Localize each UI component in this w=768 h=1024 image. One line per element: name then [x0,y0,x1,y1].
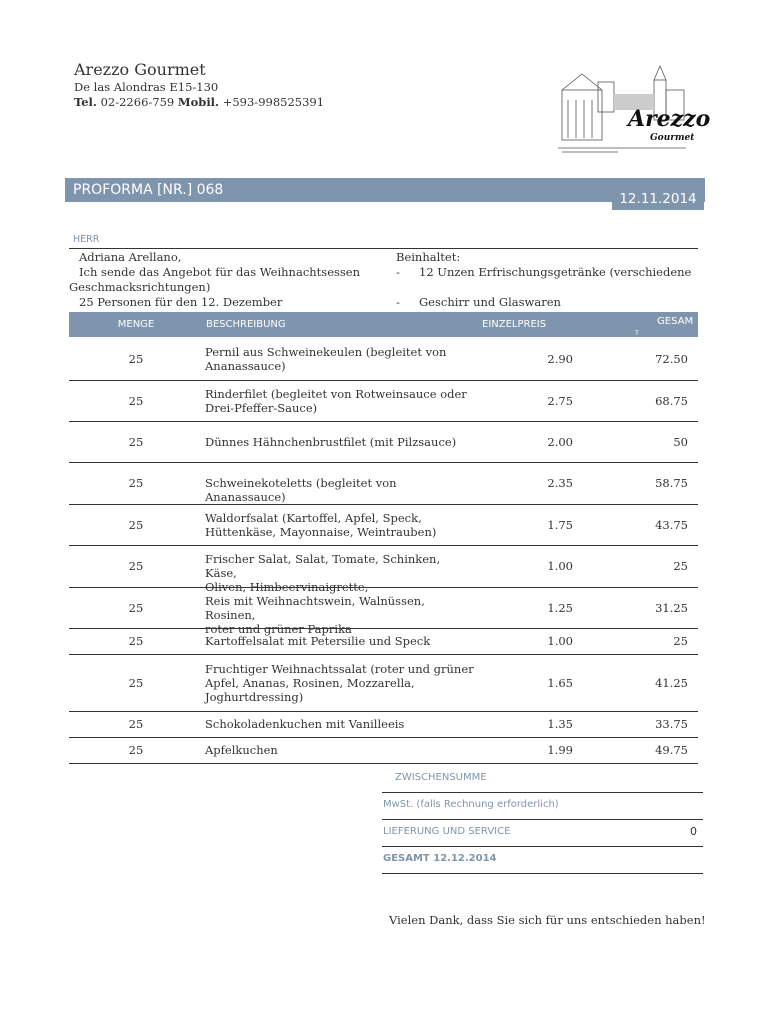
row-description [205,717,475,731]
logo-text: Arezzo [628,106,711,132]
tel-number: 02-2266-759 [100,95,175,109]
thanks-message: Vielen Dank, dass Sie sich für uns entschieden haben! [389,913,706,927]
row-qty: 25 [128,601,144,615]
table-row [69,628,698,655]
row-description-line: Schokoladenkuchen mit Vanilleeis [205,717,405,731]
row-unit-price: 2.75 [547,394,573,408]
row-total: 25 [673,634,688,648]
tel-label: Tel. [74,95,97,109]
row-unit-price: 1.35 [547,717,573,731]
mobil-label: Mobil. [177,95,220,109]
row-description [205,476,475,504]
proforma-title: PROFORMA [NR.] 068 [73,182,224,198]
row-description [205,743,475,757]
divider [69,248,698,249]
row-total: 72.50 [655,352,688,366]
row-description-line: Schweinekoteletts (begleitet von Ananassauce) [205,476,397,504]
total-label: GESAMT 12.12.2014 [383,853,497,864]
company-address: De las Alondras E15-130 [74,80,219,94]
row-unit-price: 2.35 [547,476,573,490]
row-qty: 25 [128,435,144,449]
row-qty: 25 [128,634,144,648]
row-description [205,662,475,704]
row-unit-price: 1.65 [547,676,573,690]
row-description-line: Hüttenkäse, Mayonnaise, Weintrauben) [205,525,437,539]
row-total: 68.75 [655,394,688,408]
client-label: HERR [73,234,100,245]
divider [382,846,703,847]
divider [382,792,703,793]
client-line2: Geschmacksrichtungen) [69,280,211,294]
row-description-line: Apfelkuchen [205,743,278,757]
company-logo [558,60,711,160]
row-description [205,634,475,648]
row-total: 33.75 [655,717,688,731]
table-row [69,504,698,546]
row-qty: 25 [128,717,144,731]
row-description-line: Frischer Salat, Salat, Tomate, Schinken, Käse, [205,552,441,580]
row-description-line: Joghurtdressing) [205,690,304,704]
row-description-line: Pernil aus Schweinekeulen (begleitet von [205,345,447,359]
divider [382,873,703,874]
row-description-line: Apfel, Ananas, Rosinen, Mozzarella, [205,676,415,690]
company-name: Arezzo Gourmet [74,60,206,79]
header-total-marker: T [635,330,639,337]
row-unit-price: 1.75 [547,518,573,532]
row-qty: 25 [128,559,144,573]
subtotal-label: ZWISCHENSUMME [395,772,487,783]
row-description-line: Reis mit Weihnachtswein, Walnüssen, Rosinen, [205,594,425,622]
table-row [69,587,698,636]
row-description-line: Ananassauce) [205,359,286,373]
table-row [69,711,698,738]
vat-label: MwSt. (falls Rechnung erforderlich) [383,799,559,810]
header-desc: BESCHREIBUNG [206,319,286,330]
row-total: 41.25 [655,676,688,690]
row-unit-price: 1.99 [547,743,573,757]
row-description-line: roter und grüner Paprika [205,622,352,636]
row-qty: 25 [128,352,144,366]
row-description-line: Kartoffelsalat mit Petersilie und Speck [205,634,431,648]
delivery-label: LIEFERUNG UND SERVICE [383,826,511,837]
row-description [205,345,475,373]
row-total: 43.75 [655,518,688,532]
includes-dash: - [396,295,400,309]
table-row [69,654,698,712]
row-unit-price: 1.25 [547,601,573,615]
row-description-line: Fruchtiger Weihnachtssalat (roter und grüner [205,662,474,676]
row-description [205,387,475,415]
logo-subtext: Gourmet [650,133,695,143]
row-unit-price: 2.90 [547,352,573,366]
header-qty: MENGE [117,319,155,330]
row-qty: 25 [128,518,144,532]
table-row [69,338,698,381]
mobil-number: +593-998525391 [222,95,325,109]
includes-dash: - [396,265,400,279]
company-phone [74,95,324,109]
header-unit: EINZELPREIS [482,319,547,330]
includes-item: 12 Unzen Erfrischungsgetränke (verschiedene [419,265,692,279]
divider [382,819,703,820]
client-line3: 25 Personen für den 12. Dezember [79,295,283,309]
row-unit-price: 1.00 [547,559,573,573]
table-row [69,421,698,463]
table-row [69,737,698,764]
row-total: 25 [673,559,688,573]
row-qty: 25 [128,743,144,757]
row-total: 58.75 [655,476,688,490]
row-description-line: Drei-Pfeffer-Sauce) [205,401,318,415]
row-qty: 25 [128,676,144,690]
table-row [69,545,698,594]
row-total: 49.75 [655,743,688,757]
row-description [205,511,475,539]
row-description-line: Oliven, Himbeervinaigrette, [205,580,369,594]
row-description-line: Rinderfilet (begleitet von Rotweinsauce oder [205,387,467,401]
delivery-value: 0 [690,825,697,838]
row-total: 31.25 [655,601,688,615]
row-qty: 25 [128,394,144,408]
includes-item: Geschirr und Glaswaren [419,295,561,309]
row-total: 50 [673,435,688,449]
row-unit-price: 1.00 [547,634,573,648]
header-total: GESAM [657,316,694,327]
client-name: Adriana Arellano, [79,250,182,264]
row-description-line: Waldorfsalat (Kartoffel, Apfel, Speck, [205,511,422,525]
proforma-date: 12.11.2014 [612,188,704,210]
table-row [69,380,698,422]
includes-label: Beinhaltet: [396,250,461,264]
table-row [69,462,698,505]
row-description-line: Dünnes Hähnchenbrustfilet (mit Pilzsauce) [205,435,457,449]
row-qty: 25 [128,476,144,490]
row-unit-price: 2.00 [547,435,573,449]
client-line1: Ich sende das Angebot für das Weihnachtsessen [79,265,361,279]
row-description [205,435,475,449]
